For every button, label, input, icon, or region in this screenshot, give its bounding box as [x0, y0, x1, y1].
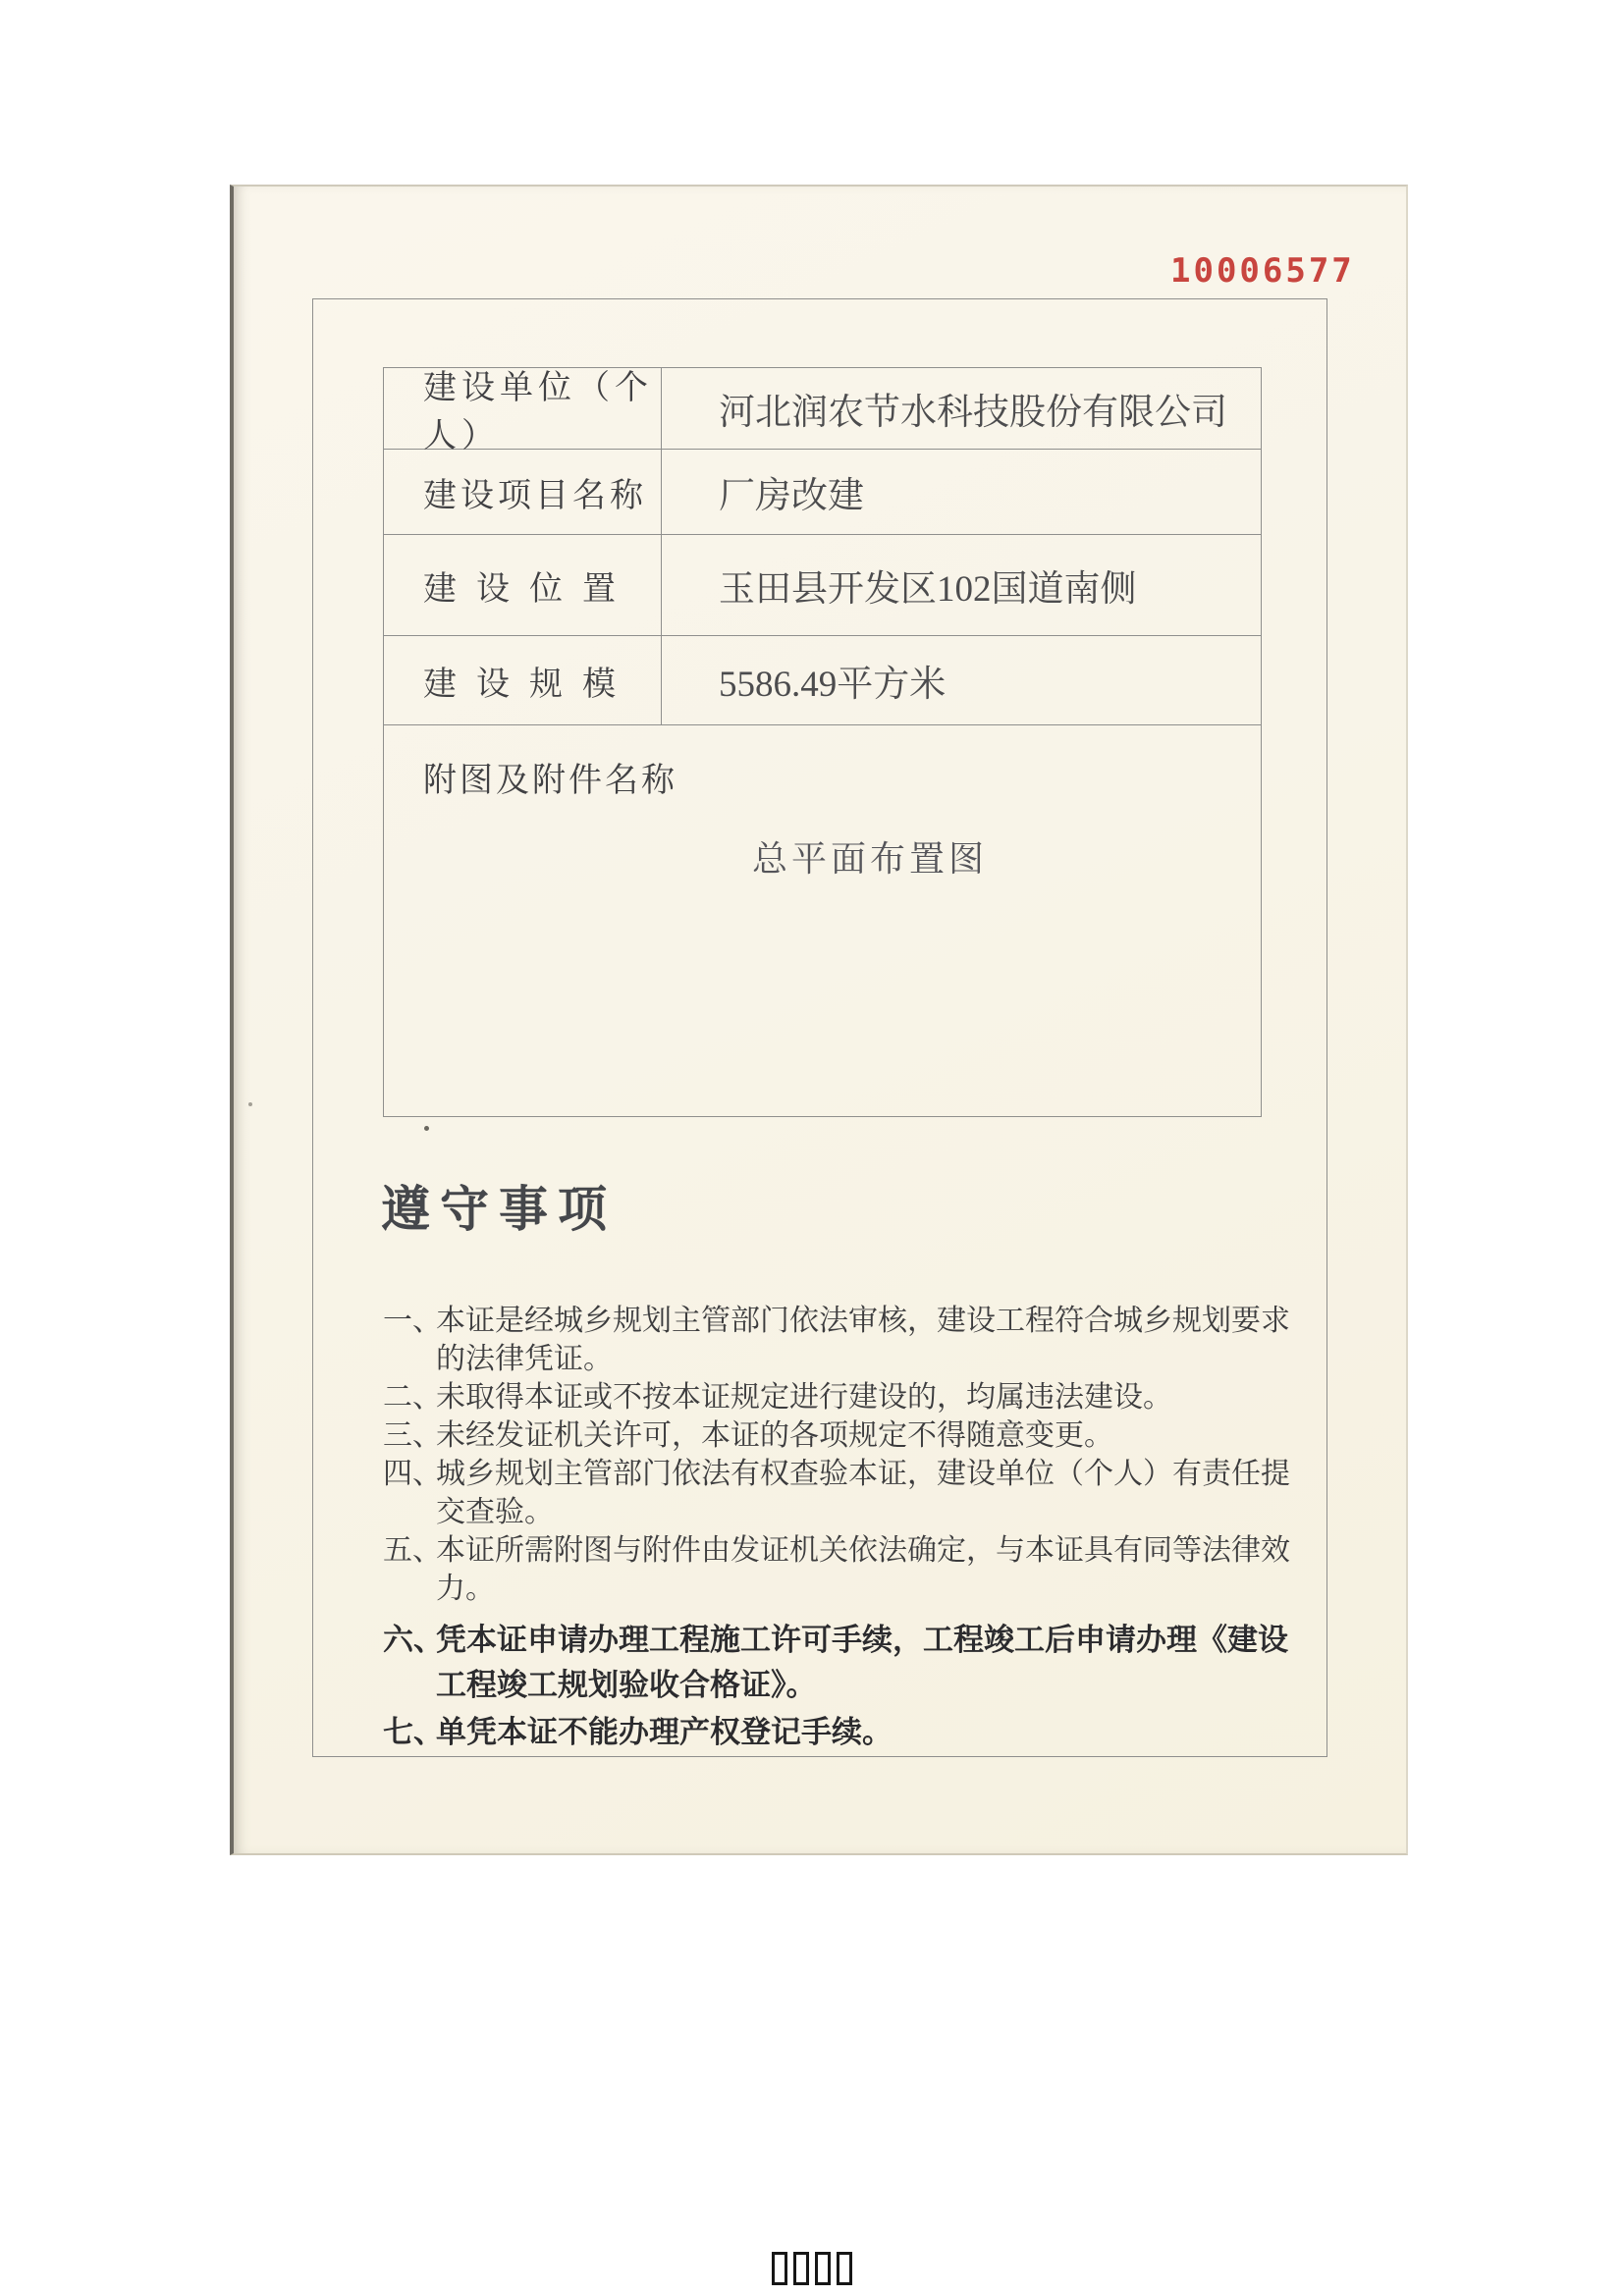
notice-item-6 [383, 1618, 1301, 1708]
missing-glyph-box-icon [837, 2252, 852, 2285]
field-value-text: 河北润农节水科技股份有限公司 [719, 393, 1227, 433]
notice-title: 遵守事项 [381, 1182, 617, 1237]
field-row-scale [384, 636, 1261, 725]
notice-item-5 [383, 1531, 1301, 1608]
notice-list [383, 1302, 1301, 1753]
notice-item-marker: 五、 [383, 1534, 442, 1567]
notice-item-text: 凭本证申请办理工程施工许可手续，工程竣工后申请办理《建设工程竣工规划验收合格证》。 [436, 1623, 1288, 1702]
field-value-text: 5586.49平方米 [719, 665, 947, 705]
attachment-label: 附图及附件名称 [423, 763, 677, 799]
field-value [662, 535, 1261, 635]
serial-number: 10006577 [1170, 251, 1355, 291]
notice-item-marker: 六、 [383, 1623, 444, 1657]
notice-item-marker: 三、 [383, 1419, 442, 1452]
field-value [662, 368, 1261, 449]
field-label-text: 建设位置 [423, 570, 635, 608]
notice-item-text: 单凭本证不能办理产权登记手续。 [436, 1715, 893, 1749]
notice-item-7 [383, 1712, 1301, 1753]
field-value [662, 450, 1261, 534]
field-value-text: 厂房改建 [719, 476, 864, 516]
notice-item-marker: 四、 [383, 1458, 442, 1490]
field-row-project-name [384, 450, 1261, 535]
notice-item-text: 未取得本证或不按本证规定进行建设的，均属违法建设。 [436, 1381, 1172, 1414]
field-row-construction-unit [384, 368, 1261, 454]
field-label [384, 535, 662, 635]
notice-item-marker: 二、 [383, 1381, 442, 1414]
notice-item-4 [383, 1455, 1301, 1531]
notice-item-text: 本证是经城乡规划主管部门依法审核，建设工程符合城乡规划要求的法律凭证。 [436, 1305, 1290, 1375]
field-label-text: 建设规模 [423, 666, 635, 703]
scan-speck [424, 1126, 429, 1131]
notice-item-text: 未经发证机关许可，本证的各项规定不得随意变更。 [436, 1419, 1113, 1452]
field-label [384, 636, 662, 724]
field-row-location [384, 535, 1261, 636]
field-value-text: 玉田县开发区102国道南侧 [719, 569, 1137, 610]
field-label [384, 368, 662, 454]
field-label-text: 建设项目名称 [423, 477, 647, 514]
missing-glyph-box-icon [772, 2252, 787, 2285]
missing-glyph-box-icon [815, 2252, 831, 2285]
notice-item-marker: 七、 [383, 1715, 444, 1749]
missing-glyph-box-icon [793, 2252, 809, 2285]
notice-item-3 [383, 1416, 1301, 1455]
field-label-text: 建设单位（个人） [423, 370, 653, 454]
field-label [384, 450, 662, 534]
notice-item-text: 城乡规划主管部门依法有权查验本证，建设单位（个人）有责任提交查验。 [436, 1458, 1290, 1528]
permit-fields-table [383, 367, 1262, 1117]
attachment-section [384, 725, 1261, 1116]
notice-item-marker: 一、 [383, 1305, 442, 1337]
notice-item-2 [383, 1378, 1301, 1416]
scan-speck [248, 1102, 252, 1106]
field-value [662, 636, 1261, 724]
footer-missing-glyphs [0, 2252, 1624, 2285]
notice-item-text: 本证所需附图与附件由发证机关依法确定，与本证具有同等法律效力。 [436, 1534, 1290, 1605]
notice-item-1 [383, 1302, 1301, 1378]
attachment-title: 总平面布置图 [752, 839, 989, 879]
